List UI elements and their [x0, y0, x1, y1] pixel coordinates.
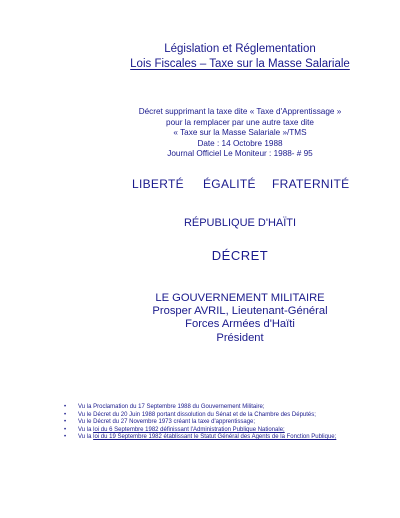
decree-heading: DÉCRET: [211, 248, 269, 263]
bullet-icon: •: [64, 426, 67, 433]
list-item: [64, 419, 354, 427]
list-item: [64, 427, 354, 435]
government-line-4: Président: [216, 331, 264, 344]
decree-date: Date : 14 Octobre 1988: [197, 138, 283, 148]
decree-description-line-3: « Taxe sur la Masse Salariale »/TMS: [173, 128, 307, 138]
government-line-3: Forces Armées d'Haïti: [185, 318, 295, 331]
government-block: [100, 292, 380, 345]
decree-description-line-2: pour la remplacer par une autre taxe dite: [166, 117, 314, 127]
motto-liberte: LIBERTÉ: [132, 177, 184, 191]
government-line-2: Prosper AVRIL, Lieutenant-Général: [152, 305, 328, 318]
bullet-icon: •: [64, 419, 67, 426]
consideration-text: Vu la: [78, 434, 94, 441]
consideration-text: Vu le Décret du 27 Novembre 1973 créant la taxe d'apprentissage;: [78, 419, 256, 426]
document-header: [90, 42, 390, 72]
motto-egalite: ÉGALITÉ: [203, 177, 256, 191]
list-item: [64, 412, 354, 420]
considerations-list: [64, 404, 354, 442]
decree-journal-reference: Journal Officiel Le Moniteur : 1988- # 95: [167, 149, 313, 159]
list-item: [64, 404, 354, 412]
bullet-icon: •: [64, 434, 67, 441]
motto-fraternite: FRATERNITÉ: [272, 177, 350, 191]
bullet-icon: •: [64, 411, 67, 418]
list-item: [64, 434, 354, 442]
decree-description-line-1: Décret supprimant la taxe dite « Taxe d'Apprentissage »: [138, 107, 342, 116]
law-link[interactable]: loi du 19 Septembre 1982 établissant le Statut Général des Agents de la Fonction Publique;: [93, 434, 337, 441]
consideration-text: Vu la Proclamation du 17 Septembre 1988 du Gouvernement Militaire;: [78, 404, 265, 410]
law-link[interactable]: loi du 6 Septembre 1982 définissant l'Administration Publique Nationale;: [93, 426, 285, 433]
bullet-icon: •: [64, 404, 67, 410]
consideration-text: Vu la: [78, 426, 94, 433]
document-title: Législation et Réglementation: [164, 43, 316, 55]
document-subtitle: Lois Fiscales – Taxe sur la Masse Salariale: [130, 58, 350, 70]
consideration-text: Vu le Décret du 20 Juin 1988 portant dissolution du Sénat et de la Chambre des Députés;: [78, 411, 316, 418]
government-line-1: LE GOUVERNEMENT MILITAIRE: [155, 292, 325, 304]
decree-info-block: [100, 107, 380, 160]
republic-name: RÉPUBLIQUE D'HAÏTI: [183, 217, 297, 229]
